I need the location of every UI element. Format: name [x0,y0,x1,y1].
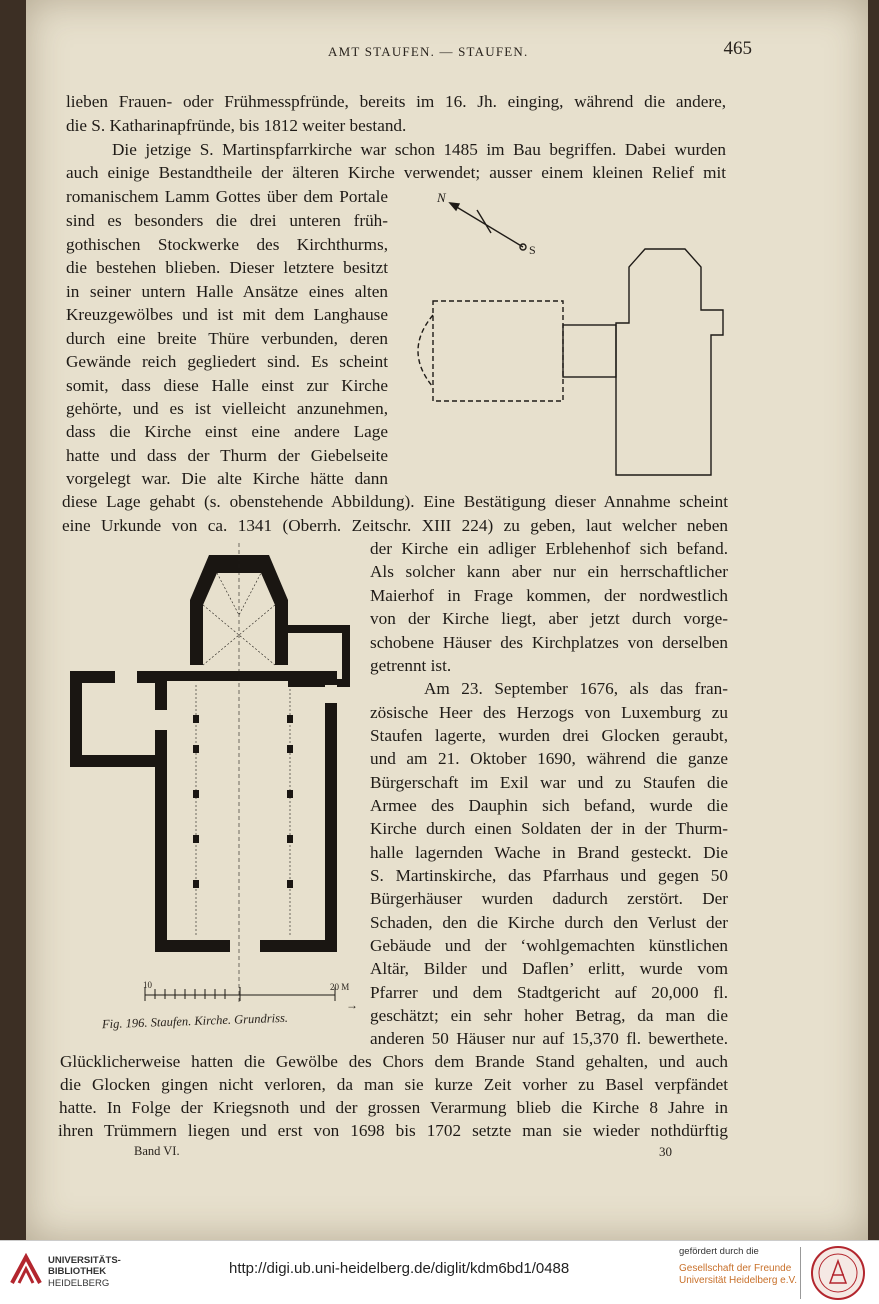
north-arrow-icon [450,203,459,210]
text-line: gothischen Stockwerke des Kirchthurms, [66,235,388,254]
volume-label: Band VI. [134,1144,180,1158]
page-number: 465 [723,38,752,59]
university-seal-icon[interactable] [810,1245,866,1301]
nave-north-wall [155,671,335,681]
scale-end-label: 20 M [330,982,350,992]
text-line: Als solcher kann aber nur ein herrschaftlicher [370,562,728,581]
text-line: somit, dass diese Halle einst zur Kirche [66,376,388,395]
permalink-url[interactable]: http://digi.ub.uni-heidelberg.de/diglit/kdm6bd1/0488 [229,1260,570,1277]
sacristy-wall-right [342,625,350,687]
text-line: getrennt ist. [370,656,452,675]
tower-wall-bottom [70,755,165,767]
church-ground-plan-figure [65,535,365,1015]
text-line: Pfarrer und dem Stadtgericht auf 20,000 fl. [370,983,728,1002]
text-line: vorgelegt war. Die alte Kirche hätte dann [66,469,388,488]
text-line: in seiner untern Halle Ansätze eines alten [66,282,388,301]
library-city: HEIDELBERG [48,1278,110,1289]
text-line: dass die Kirche einst eine andere Lage [66,422,388,441]
text-line: die Glocken gingen nicht verloren, da man sie kurze Zeit vorher zu Basel verpfändet [60,1075,728,1094]
text-line: von der Kirche liegt, aber jetzt durch vorge- [370,609,728,628]
text-line: zösische Heer des Herzogs von Luxemburg zu [370,703,728,722]
main-portal [230,940,260,952]
sacristy-wall-top [288,625,350,633]
text-line: Schaden, den die Kirche durch den Verlust der [370,913,728,932]
text-line: Staufen lagerte, wurden drei Glocken geraubt, [370,726,728,745]
nave-east-wall [325,671,337,946]
text-line: Bürgerschaft im Exil war und zu Staufen die [370,773,728,792]
signature-mark: 30 [659,1144,672,1159]
tower-link [563,325,616,377]
sacristy-door [325,685,337,703]
dashed-old-nave [433,301,563,401]
text-line: gehörte, und es ist vielleicht anzunehmen, [66,399,388,418]
text-line: durch eine breite Thüre verbunden, deren [66,329,388,348]
text-line: ihren Trümmern liegen und erst von 1698 bis 1702 setzte man sie wieder nothdürftig [58,1121,728,1140]
text-line: die S. Katharinapfründe, bis 1812 weiter bestand. [66,116,407,135]
text-line: hatte. In Folge der Kriegsnoth und der grossen Verarmung blieb die Kirche 8 Jahre in [59,1098,728,1117]
viewer-footer-bar [0,1240,879,1304]
text-line: romanischem Lamm Gottes über dem Portale [66,187,388,206]
compass-tick [477,210,491,233]
text-line: halle lagernden Wache in Brand gesteckt. Die [370,843,728,862]
text-line: diese Lage gehabt (s. obenstehende Abbildung). Eine Bestätigung dieser Annahme scheint [62,492,728,511]
text-line: Am 23. September 1676, als das fran- [424,679,728,698]
text-line: Kreuzgewölbes und ist mit dem Langhause [66,305,388,324]
text-line: hatte und dass der Thurm der Giebelseite [66,446,388,465]
text-line: und am 21. Oktober 1690, während die ganze [370,749,728,768]
text-line: Armee des Dauphin sich befand, wurde die [370,796,728,815]
side-door [155,710,167,730]
text-line: der Kirche ein adliger Erblehenhof sich befand. [370,539,728,558]
text-line: anderen 50 Häuser nur auf 15,370 fl. bewerthete. [370,1029,728,1048]
tower-wall-left [70,671,82,763]
funded-by-label: gefördert durch die [679,1246,759,1257]
university-library-logo-icon[interactable] [10,1253,42,1285]
text-line: S. Martinskirche, das Pfarrhaus und gegen 50 [370,866,728,885]
text-line: auch einige Bestandtheile der älteren Kirche verwendet; ausser einem kleinen Relief mit [66,163,726,182]
text-line: die bestehen blieben. Dieser letztere besitzt [66,258,388,277]
scale-arrow: → [346,998,358,1012]
library-name: UNIVERSITÄTS- BIBLIOTHEK [48,1255,121,1277]
north-label: N [437,190,446,205]
text-line: Maierhof in Frage kommen, der nordwestlich [370,586,728,605]
text-line: Gebäude und der ‘wohlgemachten künstlichen [370,936,728,955]
text-line: Glücklicherweise hatten die Gewölbe des Chors dem Brande Stand gehalten, und auch [60,1052,728,1071]
scale-start-label: 10 [143,980,152,990]
header-title: AMT STAUFEN. — STAUFEN. [328,44,529,59]
figure-caption: Fig. 196. Staufen. Kirche. Grundriss. [101,1010,289,1032]
text-line: eine Urkunde von ca. 1341 (Oberrh. Zeitschr. XIII 224) zu geben, laut welcher neben [62,516,728,535]
text-line: Altär, Bilder und Daflen’ erlitt, wurde vom [370,959,728,978]
old-church-plan-figure [395,185,735,485]
dashed-old-apse [418,315,433,387]
current-church-outline [616,249,723,475]
south-label: S [529,243,536,257]
text-line: Kirche durch einen Soldaten der in der Thurm- [370,819,728,838]
footer-divider [800,1247,801,1299]
tower-opening [115,671,137,683]
text-line: geschätzt; ein sehr hoher Betrag, da man die [370,1006,728,1025]
text-line: sind es besonders die drei unteren früh- [66,211,388,230]
society-name[interactable]: Gesellschaft der Freunde Universität Heidelberg e.V. [679,1263,798,1286]
text-line: Gewände reich gegliedert sind. Es scheint [66,352,388,371]
text-line: schobene Häuser des Kirchplatzes von derselben [370,633,728,652]
text-line: Bürgerhäuser wurden dadurch zerstört. Der [370,889,728,908]
text-line: Die jetzige S. Martinspfarrkirche war schon 1485 im Bau begriffen. Dabei wurden [112,140,726,159]
text-line: lieben Frauen- oder Frühmesspfründe, bereits im 16. Jh. einging, während die andere, [66,92,726,111]
